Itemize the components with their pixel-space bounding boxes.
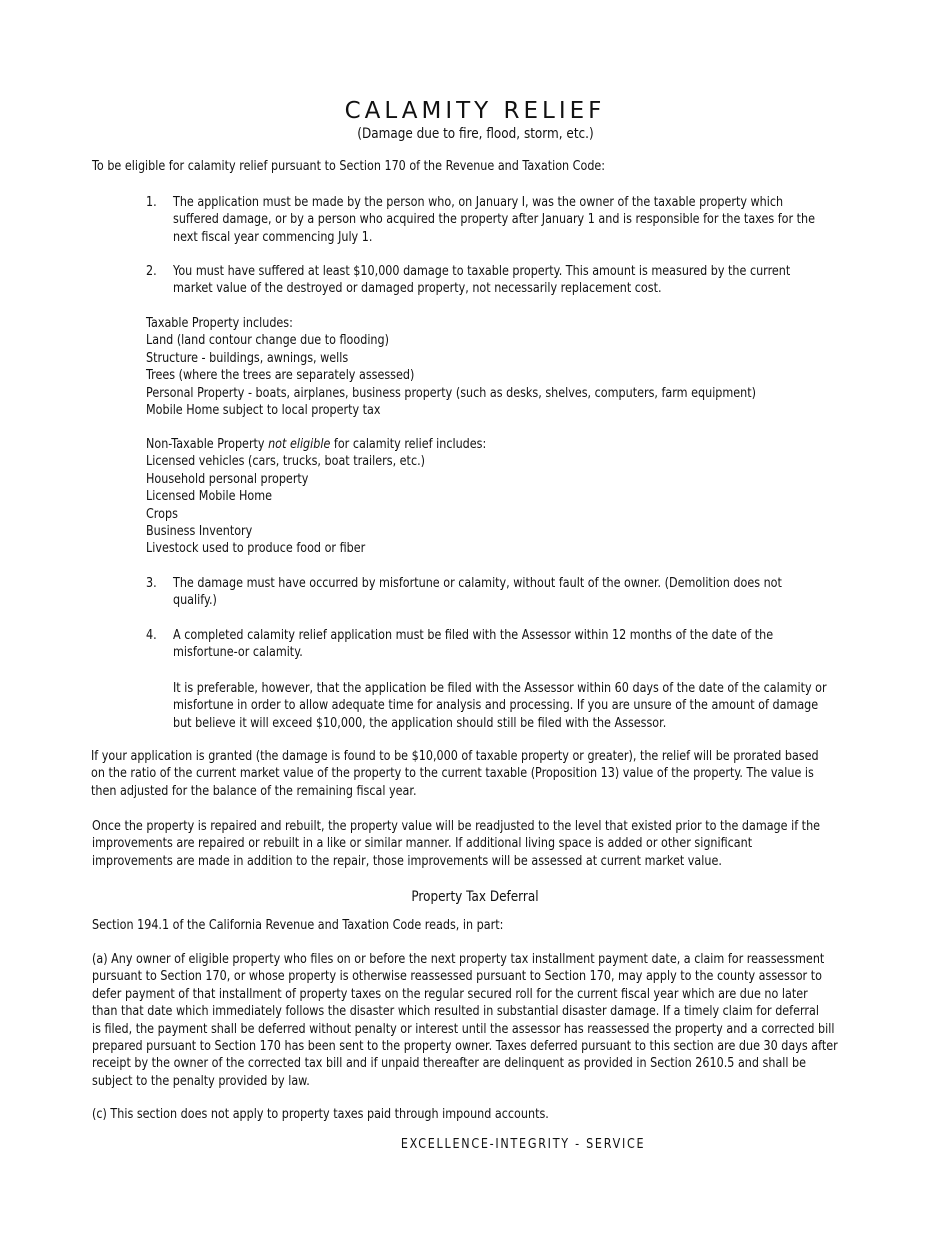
granted-paragraph: If your application is granted (the damage is found to be $10,000 of taxable property or greater), the relief will be prorated based on the ratio of the current market value of the property to the current taxable (Proposition 13) value of the property. The value is then adjusted for the balance of the remaining fiscal year. (91, 749, 819, 799)
deferral-clause-a: (a) Any owner of eligible property who files on or before the next property tax installment payment date, a claim for reassessment pursuant to Section 170, or whose property is otherwise reassessed pursuant to Section 170, may apply to the county assessor to defer payment of that installment of property taxes on the regular secured roll for the current fiscal year which are due no later than that date which immediately follows the disaster which resulted in substantial disaster damage. If a timely claim for deferral is filed, the payment shall be deferred without penalty or interest until the assessor has reassessed the property and a corrected bill prepared pursuant to Section 170 has been sent to the property owner. Taxes deferred pursuant to this section are due 30 days after receipt by the owner of the corrected tax bill and if unpaid thereafter are delinquent as provided in Section 2610.5 and shall be subject to the penalty provided by law. (92, 952, 838, 1089)
footer-motto: EXCELLENCE-INTEGRITY - SERVICE (400, 1137, 646, 1152)
page-subtitle: (Damage due to fire, flood, storm, etc.) (356, 126, 594, 142)
list-item: Livestock used to produce food or fiber (146, 541, 366, 557)
requirement-text: The damage must have occurred by misfortune or calamity, without fault of the owner. (Demolition does not qualify.) (173, 576, 782, 609)
requirement-number: 1. (146, 195, 157, 210)
requirement-1 (146, 194, 906, 246)
repaired-paragraph: Once the property is repaired and rebuilt, the property value will be readjusted to the level that existed prior to the damage if the improvements are repaired or rebuilt in a like or similar manner. If additional living space is added or other significant improvements are made in addition to the repair, those improvements will be assessed at current market value. (92, 819, 821, 869)
list-item: Trees (where the trees are separately assessed) (146, 368, 415, 384)
requirement-number: 3. (146, 576, 157, 591)
requirement-text: The application must be made by the person who, on January I, was the owner of the taxable property which suffered damage, or by a person who acquired the property after January 1 and is responsible for the taxes for the next fiscal year commencing July 1. (173, 195, 815, 245)
list-item: Structure - buildings, awnings, wells (146, 350, 349, 366)
emphasis-not-eligible: not eligible (268, 437, 331, 452)
requirement-4-note: It is preferable, however, that the application be filed with the Assessor within 60 days of the date of the calamity or misfortune in order to allow adequate time for analysis and processing. If you are unsure of the amount of damage but believe it will exceed $10,000, the application should still be filed with the Assessor. (173, 681, 827, 731)
list-item: Licensed vehicles (cars, trucks, boat trailers, etc.) (146, 454, 426, 470)
deferral-clause-c: (c) This section does not apply to property taxes paid through impound accounts. (92, 1107, 549, 1122)
list-item: Mobile Home subject to local property tax (146, 403, 381, 419)
list-item: Land (land contour change due to flooding) (146, 333, 389, 349)
page-title: CALAMITY RELIEF (344, 98, 606, 124)
requirement-number: 2. (146, 264, 157, 279)
requirement-number: 4. (146, 628, 157, 643)
requirement-3 (146, 575, 906, 610)
list-item: Licensed Mobile Home (146, 489, 273, 505)
requirement-2 (146, 263, 906, 298)
requirement-text: A completed calamity relief application must be filed with the Assessor within 12 months of the date of the misfortune-or calamity. (173, 628, 774, 661)
requirement-text: You must have suffered at least $10,000 damage to taxable property. This amount is measured by the current market value of the destroyed or damaged property, not necessarily replacement cost. (173, 264, 791, 297)
list-item: Household personal property (146, 471, 309, 487)
deferral-intro: Section 194.1 of the California Revenue and Taxation Code reads, in part: (92, 918, 504, 933)
list-item: Business Inventory (146, 524, 253, 540)
intro-text: To be eligible for calamity relief pursuant to Section 170 of the Revenue and Taxation Code: (92, 159, 606, 174)
taxable-property-list (146, 315, 906, 419)
taxable-heading: Taxable Property includes: (146, 316, 293, 331)
requirement-4 (146, 627, 906, 662)
non-taxable-heading: Non-Taxable Property not eligible for calamity relief includes: (146, 437, 487, 452)
list-item: Crops (146, 506, 178, 522)
deferral-heading: Property Tax Deferral (411, 889, 539, 905)
list-item: Personal Property - boats, airplanes, business property (such as desks, shelves, computers, farm equipment) (146, 385, 756, 401)
non-taxable-property-list (146, 436, 906, 558)
